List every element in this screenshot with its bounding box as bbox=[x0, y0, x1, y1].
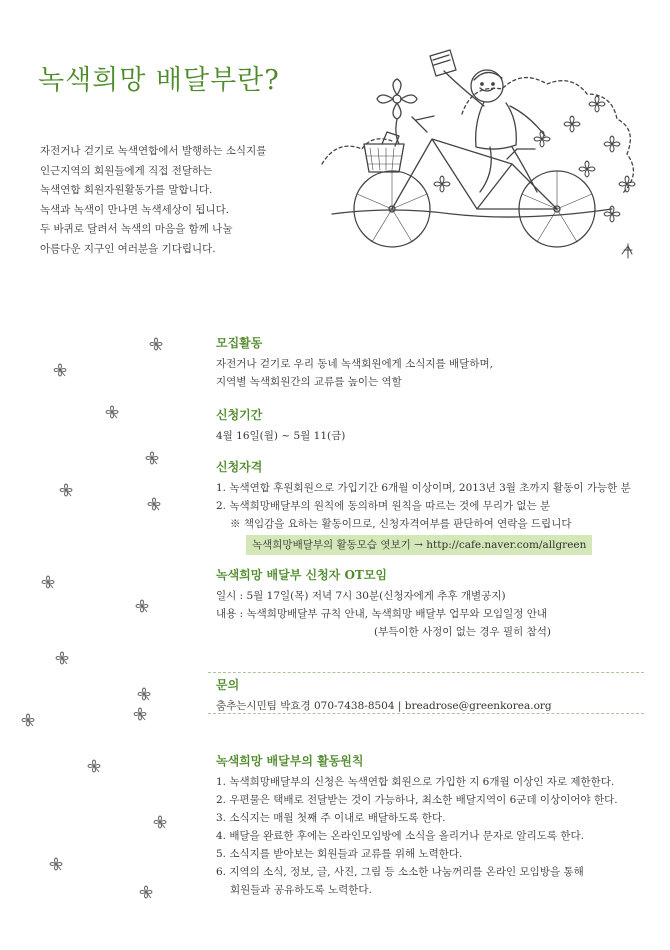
clover-icon bbox=[52, 362, 68, 378]
principle-item: 1. 녹색희망배달부의 신청은 녹색연합 회원으로 가입한 지 6개월 이상인 자로 제한한다. bbox=[216, 776, 615, 788]
principle-item: 6. 지역의 소식, 정보, 글, 사진, 그림 등 소소한 나눔꺼리를 온라인 모임방을 통해 bbox=[216, 866, 584, 878]
principle-item: 3. 소식지는 매월 첫째 주 이내로 배달하도록 한다. bbox=[216, 812, 446, 824]
section-ot bbox=[216, 566, 551, 641]
divider bbox=[208, 672, 644, 673]
principle-item: 회원들과 공유하도록 노력한다. bbox=[230, 884, 372, 896]
contact-line: 춤추는시민팀 박효경 070-7438-8504 | breadrose@greenkorea.org bbox=[216, 700, 552, 712]
section-line: 내용 : 녹색희망배달부 규칙 안내, 녹색희망 배달부 업무와 모임일정 안내 bbox=[216, 608, 548, 620]
clover-icon bbox=[146, 496, 162, 512]
section-qualification bbox=[216, 458, 631, 555]
intro-line: 아름다운 지구인 여러분을 기다립니다. bbox=[40, 242, 216, 255]
section-line: 자전거나 걷기로 우리 동네 녹색회원에게 소식지를 배달하며, bbox=[216, 358, 493, 370]
section-principles bbox=[216, 752, 618, 899]
clover-icon bbox=[104, 404, 120, 420]
section-heading: 녹색희망 배달부의 활동원칙 bbox=[216, 754, 364, 768]
section-line: 일시 : 5월 17일(목) 저녁 7시 30분(신청자에게 추후 개별공지) bbox=[216, 590, 506, 602]
clover-icon bbox=[152, 814, 168, 830]
section-note: (부득이한 사정이 없는 경우 필히 참석) bbox=[374, 626, 552, 638]
clover-icon bbox=[136, 686, 152, 702]
clover-icon bbox=[48, 856, 64, 872]
principle-item: 5. 소식지를 받아보는 회원들과 교류를 위해 노력한다. bbox=[216, 848, 463, 860]
clover-icon bbox=[54, 650, 70, 666]
clover-icon bbox=[132, 706, 148, 722]
clover-icon bbox=[148, 336, 164, 352]
bicycle-illustration-icon bbox=[312, 44, 648, 274]
page-title: 녹색희망 배달부란? bbox=[38, 65, 280, 96]
clover-icon bbox=[144, 450, 160, 466]
section-contact bbox=[216, 676, 552, 715]
clover-icon bbox=[138, 884, 154, 900]
clover-icon bbox=[134, 598, 150, 614]
section-line: 2. 녹색희망배달부의 원칙에 동의하며 원칙을 따르는 것에 무리가 없는 분 bbox=[216, 500, 551, 512]
intro-line: 두 바퀴로 달려서 녹색의 마음을 함께 나눌 bbox=[40, 223, 233, 235]
clover-icon bbox=[20, 712, 36, 728]
section-heading: 신청자격 bbox=[216, 460, 263, 474]
section-line: 지역별 녹색회원간의 교류를 높이는 역할 bbox=[216, 376, 402, 388]
divider bbox=[208, 713, 644, 714]
section-note: ※ 책임감을 요하는 활동이므로, 신청자격여부를 판단하여 연락을 드립니다 bbox=[230, 518, 572, 530]
section-line: 4월 16일(월) ~ 5월 11(금) bbox=[216, 430, 346, 442]
intro-line: 녹색과 녹색이 만나면 녹색세상이 됩니다. bbox=[40, 203, 230, 216]
intro-text bbox=[40, 142, 266, 259]
section-heading: 녹색희망 배달부 신청자 OT모임 bbox=[216, 568, 388, 582]
intro-line: 인근지역의 회원들에게 직접 전달하는 bbox=[40, 164, 213, 177]
section-heading: 문의 bbox=[216, 678, 240, 692]
section-recruit bbox=[216, 334, 493, 391]
section-heading: 신청기간 bbox=[216, 408, 263, 422]
intro-line: 녹색연합 회원자원활동가를 말합니다. bbox=[40, 184, 213, 196]
clover-icon bbox=[40, 574, 56, 590]
section-period bbox=[216, 406, 345, 445]
clover-icon bbox=[86, 758, 102, 774]
principle-item: 4. 배달을 완료한 후에는 온라인모임방에 소식을 올리거나 문자로 알리도록 한다. bbox=[216, 830, 584, 842]
activity-link[interactable]: 녹색희망배달부의 활동모습 엿보기 → http://cafe.naver.com/allgreen bbox=[246, 535, 592, 555]
principle-item: 2. 우편물은 택배로 전달받는 것이 가능하나, 최소한 배달지역이 6군데 이상이어야 한다. bbox=[216, 794, 618, 806]
section-line: 1. 녹색연합 후원회원으로 가입기간 6개월 이상이며, 2013년 3월 초까지 활동이 가능한 분 bbox=[216, 482, 631, 494]
intro-line: 자전거나 걷기로 녹색연합에서 발행하는 소식지를 bbox=[40, 145, 267, 157]
clover-icon bbox=[58, 482, 74, 498]
section-heading: 모집활동 bbox=[216, 336, 263, 350]
